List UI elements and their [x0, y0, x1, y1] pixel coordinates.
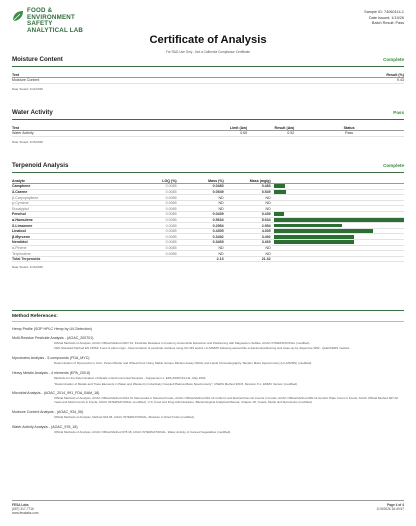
divider	[12, 310, 404, 311]
column-header: Test	[12, 125, 200, 131]
method-description: Methods for the Determination of Metals in Environmental Samples - Supplement 1, EPA-600/R-94-111, May 1994.	[54, 375, 207, 380]
table-row: Water Activity 0.65 0.52 Pass	[12, 131, 404, 137]
mass-mg: 3.469	[224, 240, 271, 246]
mass-mg: 0.483	[224, 184, 271, 190]
method-group	[12, 410, 404, 420]
status-badge: Complete	[383, 163, 404, 168]
section-title: Moisture Content	[12, 56, 63, 63]
divider	[12, 119, 404, 120]
total-row: Total Terpenoids 2.13 21.32	[12, 256, 404, 262]
mass-bar	[274, 218, 404, 222]
mass-percent: 0.5634	[177, 217, 224, 223]
page-footer	[12, 500, 404, 514]
mass-mg: ND	[224, 195, 271, 201]
mass-bar	[274, 190, 287, 194]
mass-percent: 0.0439	[177, 212, 224, 218]
loq-value: 0.0085	[130, 251, 177, 257]
section-title: Terpenoid Analysis	[12, 162, 69, 169]
method-description: Official Methods of Analysis, AOAC Official Method 2007.01, Pesticide Residues in Foods by Acetonitrile Extraction and Partitioning with Magnesium Sulfate, AOAC INTERNATIONAL (modified).	[54, 340, 311, 345]
moisture-table	[12, 72, 404, 84]
analyte-name: Nerolidol	[12, 240, 130, 246]
loq-value: 0.0085	[130, 195, 177, 201]
compliance-note: For R&D Use Only - Not a California Compliance Certificate	[165, 50, 251, 54]
mass-mg: ND	[224, 200, 271, 206]
section-title: Method References:	[12, 314, 58, 319]
mass-mg: ND	[224, 245, 271, 251]
analyte-name: Camphene	[12, 184, 130, 190]
analyte-name: β-Myrcene	[12, 234, 130, 240]
method-group	[12, 391, 404, 405]
mass-mg: 0.439	[224, 212, 271, 218]
mass-bar	[274, 229, 374, 233]
analyte-name: Terpinolene	[12, 251, 130, 257]
method-description: Official Methods of Analysis, AOAC Official Method 978.18, AOAC INTERNATIONAL, Water Activity of Canned Vegetables (modified).	[54, 429, 232, 434]
method-name: Multi-Residue Pesticide Analysis - (AOAC_200701)	[12, 335, 94, 340]
mass-bar	[274, 184, 285, 188]
moisture-section	[12, 55, 404, 91]
status-badge: Complete	[383, 57, 404, 62]
mass-bar	[274, 224, 342, 228]
section-title: Water Activity	[12, 109, 53, 116]
mass-percent: 0.4305	[177, 228, 224, 234]
loq-value: 0.0085	[130, 240, 177, 246]
method-description: Official Methods of Analysis, AOAC Official Method 2014.01 Salmonella in Selected Foods, AOAC Official Method 991.14 Coliform and Escherichia coli Counts in Foods, AOAC Official Method 990.12 Aerobic Plate Count in Foods, AOAC Official Method 997.02 Yeast and Mold Counts in Foods, AOAC INTERNATIONAL (modified), U.S. Food and Drug Administration, Bacteriological Analytical Manual, Chapter 18, Yeasts, Molds and Mycotoxins (modified).	[54, 396, 398, 405]
column-header: Result (Aw)	[247, 125, 294, 131]
column-header: Result (%)	[251, 72, 404, 78]
loq-value: 0.0085	[130, 234, 177, 240]
loq-value: 0.0085	[130, 228, 177, 234]
date-tested: Date Tested: 1/16/2026	[12, 265, 43, 270]
method-description: "Determination of Metals and Trace Elements in Water and Wastes by Inductively Coupled Plasma-Mass Spectrometry", USEPA Method 200.8, Revision 5.1, EMMC Version (modified).	[54, 381, 298, 386]
loq-value: 0.0085	[130, 189, 177, 195]
column-header: Mass (%)	[177, 178, 224, 184]
analyte-name: β-Caryophyllene	[12, 195, 130, 201]
analyte-name: 3-Carene	[12, 189, 130, 195]
method-name: Microbial Analysis - (AOAC_2014_991_FDA_BAM_18)	[12, 391, 100, 396]
method-group	[12, 371, 404, 387]
batch-result: Batch Result: Pass	[371, 21, 404, 26]
date-issued: Date Issued: 1/19/26	[368, 15, 404, 20]
analyte-name: δ-Limonene	[12, 223, 130, 229]
method-name: Moisture Content Analysis - (AOAC_934_06)	[12, 410, 84, 415]
mass-percent: 0.3492	[177, 234, 224, 240]
column-header: Analyte	[12, 178, 130, 184]
terpenoid-rows	[12, 184, 404, 257]
divider	[12, 172, 404, 173]
mass-bar	[274, 212, 284, 216]
mass-percent: ND	[177, 251, 224, 257]
mass-percent: ND	[177, 200, 224, 206]
loq-value: 0.0085	[130, 223, 177, 229]
method-description: CEN Standard Method EN 15662: Food of plant origin - Determination of pesticide residues using GC-MS and/or LC-MS/MS following acetonitrile extraction/partitioning and clean-up by dispersive SPE - QuEChERS method.	[54, 346, 350, 351]
leaf-logo-icon	[12, 10, 24, 22]
mass-percent: ND	[177, 195, 224, 201]
mass-bar	[274, 235, 355, 239]
status-badge: Pass	[393, 110, 404, 115]
loq-value: 0.0085	[130, 200, 177, 206]
method-description: Determination of Mycotoxins in Corn, Peanut Butter and Wheat Flour Using Stable Isotope Dilution Assay (SIDA) and Liquid Chromatography-Tandem Mass Spectrometry (LC-MS/MS) (modified).	[54, 361, 313, 366]
mass-mg: ND	[224, 251, 271, 257]
method-group	[12, 356, 404, 366]
loq-value: 0.0085	[130, 184, 177, 190]
column-header: Mass (mg/g)	[224, 178, 271, 184]
loq-value: 0.0085	[130, 212, 177, 218]
analyte-name: Eucalyptol	[12, 206, 130, 212]
lab-phone: (657) 317-7716	[12, 507, 34, 511]
mass-mg: ND	[224, 206, 271, 212]
mass-percent: 0.3469	[177, 240, 224, 246]
method-name: Hemp Profile (SOP HPLC Hemp by UV-Detection)	[12, 326, 92, 331]
report-header	[12, 8, 404, 48]
divider	[12, 321, 404, 322]
date-tested: Date Tested: 1/14/2026	[12, 86, 43, 91]
terpenoid-section	[12, 161, 404, 269]
mass-mg: 3.492	[224, 234, 271, 240]
method-group	[12, 327, 404, 331]
divider	[12, 66, 404, 67]
method-name: Heavy Metals Analysis - 4 elements (EPA_200.8)	[12, 370, 91, 375]
lab-brand-name: FOOD & ENVIRONMENT SAFETY ANALYTICAL LAB	[27, 7, 84, 34]
water-activity-table	[12, 125, 404, 137]
method-name: Water Activity Analysis - (AOAC_978_18)	[12, 424, 78, 429]
page-title: Certificate of Analysis	[149, 34, 267, 46]
page-number: Page 4 of 4	[387, 503, 404, 507]
lab-logo	[12, 8, 83, 34]
method-group	[12, 425, 404, 435]
mass-percent: 0.0549	[177, 189, 224, 195]
column-header: Limit (Aw)	[200, 125, 247, 131]
terpenoid-table	[12, 178, 404, 262]
lab-name: FESA Labs	[12, 503, 29, 507]
mass-percent: 0.0483	[177, 184, 224, 190]
loq-value: 0.0085	[130, 245, 177, 251]
mass-bar	[274, 240, 354, 244]
mass-percent: ND	[177, 245, 224, 251]
sample-id: Sample ID: 74060114-1	[364, 10, 404, 14]
column-header: Test	[12, 72, 251, 78]
method-references	[12, 308, 404, 435]
methods-list	[12, 327, 404, 435]
date-tested: Date Tested: 1/15/2026	[12, 139, 43, 144]
analyte-name: p-Cymene	[12, 200, 130, 206]
loq-value: 0.0085	[130, 206, 177, 212]
column-header: LOQ (%)	[130, 178, 177, 184]
mass-mg: 4.305	[224, 228, 271, 234]
sample-info	[364, 10, 404, 27]
method-group	[12, 336, 404, 352]
analyte-name: Fenchol	[12, 212, 130, 218]
loq-value: 0.0085	[130, 217, 177, 223]
column-header: Status	[294, 125, 404, 131]
mass-percent: 0.2954	[177, 223, 224, 229]
method-name: Mycotoxins Analysis - 5 compounds (FDA_MYC)	[12, 356, 90, 361]
mass-mg: 0.549	[224, 189, 271, 195]
analyte-name: α-Humulene	[12, 217, 130, 223]
report-timestamp: 1/19/2026 16:40:57	[376, 507, 404, 511]
water-activity-section	[12, 108, 404, 144]
analyte-name: α-Pinene	[12, 245, 130, 251]
mass-mg: 5.634	[224, 217, 271, 223]
method-description: Official Methods of Analysis, Method 934.06, AOAC INTERNATIONAL, Moisture in Dried Fruits (modified).	[54, 415, 195, 420]
mass-percent: ND	[177, 206, 224, 212]
table-row: Moisture Content 9.43	[12, 78, 404, 83]
lab-website[interactable]: www.fesalabs.com	[12, 511, 39, 515]
analyte-name: Linalool	[12, 228, 130, 234]
mass-mg: 2.954	[224, 223, 271, 229]
